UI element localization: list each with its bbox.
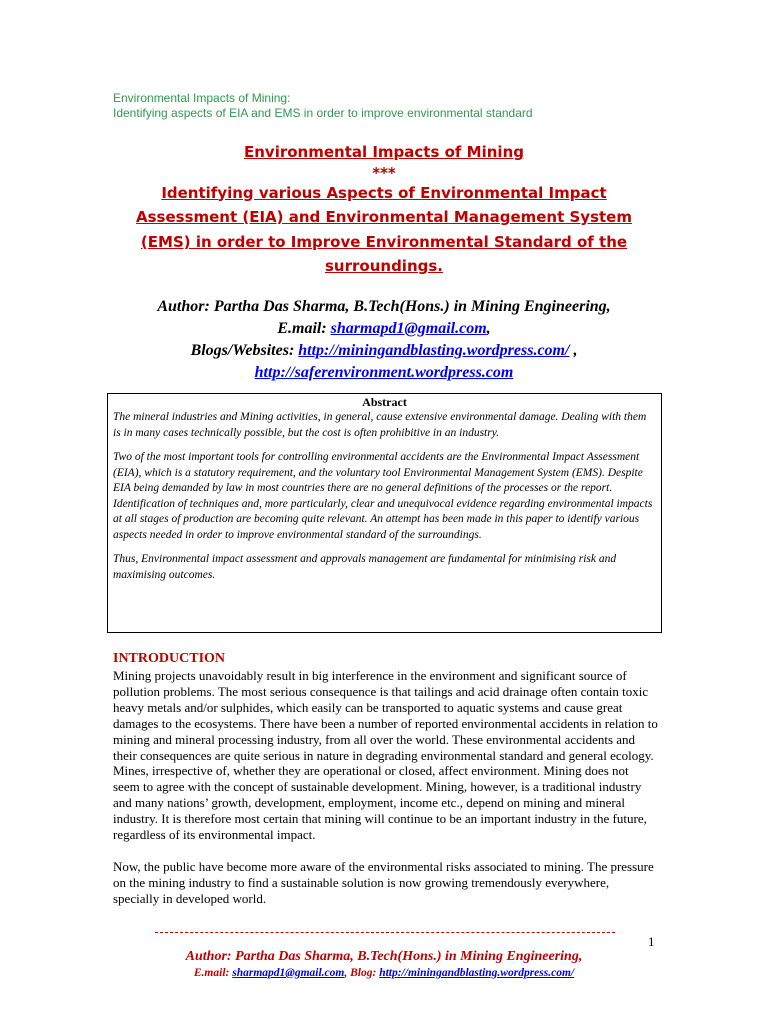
blogs-label: Blogs/Websites: (190, 342, 299, 359)
author-block (100, 296, 668, 384)
page-number: 1 (648, 934, 655, 949)
running-header (113, 91, 533, 121)
footer-blog-link[interactable]: http://miningandblasting.wordpress.com/ (379, 967, 575, 979)
footer-author: Author: Partha Das Sharma, B.Tech(Hons.) in Mining Engineering, (185, 949, 583, 964)
document-title (100, 140, 668, 279)
header-line-2: Identifying aspects of EIA and EMS in order to improve environmental standard (113, 106, 533, 120)
footer-divider (155, 932, 615, 933)
blog-link-1[interactable]: http://miningandblasting.wordpress.com/ (298, 342, 570, 359)
abstract-title: Abstract (362, 395, 407, 409)
subtitle-line-3: (EMS) in order to Improve Environmental Standard of the (140, 232, 628, 251)
introduction-body (113, 668, 658, 923)
title-separator: *** (372, 163, 396, 182)
footer-blog-label: , Blog: (344, 967, 380, 979)
email-label: E.mail: (277, 320, 331, 337)
author-email-line (100, 318, 668, 340)
abstract-paragraph-1: The mineral industries and Mining activities, in general, cause extensive environmental damage. Dealing with them is in many cases technically possible, but the cost is often prohibitive in an industry. (113, 411, 647, 439)
blog-suffix: , (569, 342, 578, 359)
footer-email-label: E.mail: (193, 967, 233, 979)
author-blogs-line (100, 340, 668, 362)
subtitle-line-1: Identifying various Aspects of Environmental Impact (161, 183, 607, 202)
introduction-paragraph-1: Mining projects unavoidably result in big interference in the environment and significant source of pollution problems. The most serious consequence is that tailings and acid drainage often contain toxic heavy metals and/or sulphides, which easily can be transported to aquatic systems and cause great damages to the ecosystems. There have been a number of reported environmental accidents in relation to mining and mineral processing industry, from all over the world. These environmental accidents and their consequences are quite serious in nature in degrading environmental standard and general ecology. Mines, irrespective of, whether they are operational or closed, affect environment. Mining does not seem to agree with the concept of sustainable development. Mining, however, is a traditional industry and many nations’ growth, development, employment, income etc., depend on mining and mineral industry. It is therefore most certain that mining will continue to be an important industry in the future, regardless of its environmental impact. (113, 668, 658, 843)
main-title: Environmental Impacts of Mining (243, 143, 524, 161)
subtitle-line-4: surroundings. (325, 257, 443, 275)
email-link[interactable]: sharmapd1@gmail.com (330, 320, 487, 337)
subtitle-line-2: Assessment (EIA) and Environmental Management System (136, 208, 632, 226)
header-line-1: Environmental Impacts of Mining: (113, 91, 291, 105)
blog-link-2[interactable]: http://saferenvironment.wordpress.com (254, 364, 514, 381)
abstract-paragraph-3: Thus, Environmental impact assessment and approvals management are fundamental for minimising risk and maximising outcomes. (113, 553, 617, 581)
introduction-heading: INTRODUCTION (113, 651, 226, 666)
abstract-paragraph-2: Two of the most important tools for controlling environmental accidents are the Environmental Impact Assessment (EIA), which is a statutory requirement, and the voluntary tool Environmental Management System (EMS). Despite EIA being demanded by law in most countries there are no general definitions of the processes or the report. Identification of techniques and, more particularly, clear and unequivocal evidence regarding environmental impacts at all stages of production are becoming quite relevant. An attempt has been made in this paper to identify various aspects needed in order to improve environmental standard of the surroundings. (113, 451, 653, 541)
abstract-box (107, 393, 662, 633)
author-blog2-line (100, 362, 668, 384)
introduction-paragraph-2: Now, the public have become more aware of the environmental risks associated to mining. The pressure on the mining industry to find a sustainable solution is now growing tremendously everywhere, specially in developed world. (113, 858, 654, 906)
email-suffix: , (486, 320, 491, 337)
author-line: Author: Partha Das Sharma, B.Tech(Hons.) in Mining Engineering, (157, 298, 611, 315)
footer-email-link[interactable]: sharmapd1@gmail.com (232, 967, 345, 979)
footer-contact (100, 967, 668, 979)
